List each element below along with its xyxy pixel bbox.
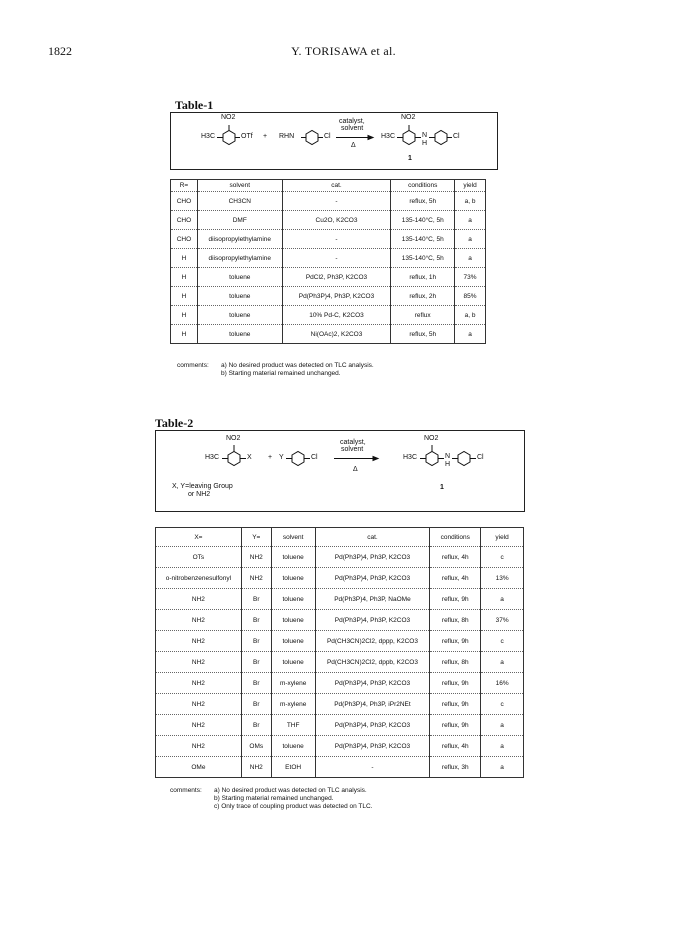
table-cell: - <box>282 192 391 211</box>
t2-arrow-solvent-label: solvent <box>341 446 364 453</box>
table-cell: reflux, 5h <box>391 325 455 344</box>
table-cell: CHO <box>171 192 198 211</box>
t2-prod-chloro-label: Cl <box>477 454 484 461</box>
table-cell: NH2 <box>156 736 242 757</box>
table-cell: H <box>171 287 198 306</box>
t1-r2-amine-label: RHN <box>279 133 295 140</box>
table-cell: Pd(Ph3P)4, Ph3P, K2CO3 <box>315 715 430 736</box>
column-header: cat. <box>282 180 391 192</box>
table1-reaction-structures <box>171 113 497 169</box>
table-cell: c <box>481 631 524 652</box>
table-cell: Pd(CH3CN)2Cl2, dppb, K2CO3 <box>315 652 430 673</box>
table2-scheme <box>155 430 525 512</box>
table-row <box>171 249 486 268</box>
table-cell: reflux, 8h <box>430 652 481 673</box>
t2-prod-n-label: N <box>445 453 451 460</box>
table1-comments <box>177 362 374 378</box>
comment-line: b) Starting material remained unchanged. <box>221 370 341 377</box>
table-cell: reflux, 1h <box>391 268 455 287</box>
t1-prod-nitro-label: NO2 <box>401 114 416 121</box>
table-cell: THF <box>271 715 315 736</box>
table-cell: Cu2O, K2CO3 <box>282 211 391 230</box>
t1-prod-n-label: N <box>422 132 428 139</box>
table-cell: toluene <box>271 568 315 589</box>
table-cell: a <box>455 249 486 268</box>
table-cell: Pd(Ph3P)4, Ph3P, K2CO3 <box>282 287 391 306</box>
column-header: solvent <box>271 528 315 547</box>
table-cell: 135-140°C, 5h <box>391 230 455 249</box>
table2-data <box>155 527 524 778</box>
t2-r2-y-label: Y <box>279 454 284 461</box>
table-cell: 135-140°C, 5h <box>391 211 455 230</box>
table-cell: 73% <box>455 268 486 287</box>
table1-scheme <box>170 112 498 170</box>
comment-line: b) Starting material remained unchanged. <box>214 795 334 802</box>
table-cell: toluene <box>271 589 315 610</box>
t2-r2-chloro-label: Cl <box>311 454 318 461</box>
table-cell: reflux, 9h <box>430 631 481 652</box>
column-header: R= <box>171 180 198 192</box>
table-cell: 16% <box>481 673 524 694</box>
table-row <box>156 610 524 631</box>
table-cell: NH2 <box>241 547 271 568</box>
table-cell: Ni(OAc)2, K2CO3 <box>282 325 391 344</box>
table-cell: toluene <box>197 325 282 344</box>
table-cell: 10% Pd-C, K2CO3 <box>282 306 391 325</box>
table-cell: NH2 <box>156 610 242 631</box>
table-row <box>156 652 524 673</box>
table-cell: reflux, 4h <box>430 736 481 757</box>
table-row <box>156 694 524 715</box>
table-cell: - <box>282 230 391 249</box>
t1-r1-methyl-label: H3C <box>201 133 216 140</box>
table-cell: H <box>171 306 198 325</box>
table-cell: H <box>171 249 198 268</box>
table-row <box>171 192 486 211</box>
table-row <box>156 736 524 757</box>
table1-title: Table-1 <box>175 98 214 112</box>
column-header: conditions <box>391 180 455 192</box>
t2-product-number: 1 <box>440 484 444 491</box>
table-cell: Br <box>241 631 271 652</box>
t2-r1-methyl-label: H3C <box>205 454 220 461</box>
table-cell: reflux, 4h <box>430 568 481 589</box>
column-header: cat. <box>315 528 430 547</box>
table-row <box>171 211 486 230</box>
table-cell: 13% <box>481 568 524 589</box>
table-cell: Pd(Ph3P)4, Ph3P, K2CO3 <box>315 673 430 694</box>
table-cell: DMF <box>197 211 282 230</box>
table-cell: OMe <box>156 757 242 778</box>
table-cell: reflux, 2h <box>391 287 455 306</box>
table-cell: Pd(Ph3P)4, Ph3P, K2CO3 <box>315 610 430 631</box>
table-cell: EtOH <box>271 757 315 778</box>
table-cell: c <box>481 694 524 715</box>
table-cell: Br <box>241 589 271 610</box>
table-row <box>156 547 524 568</box>
table-cell: a <box>481 652 524 673</box>
table-cell: toluene <box>271 631 315 652</box>
t1-r1-nitro-label: NO2 <box>221 114 236 121</box>
table-cell: 85% <box>455 287 486 306</box>
table-row <box>156 589 524 610</box>
table-cell: c <box>481 547 524 568</box>
t2-prod-methyl-label: H3C <box>403 454 418 461</box>
table-row <box>156 715 524 736</box>
t1-arrow-solvent-label: solvent <box>341 125 364 132</box>
table-cell: toluene <box>197 306 282 325</box>
table-row <box>156 568 524 589</box>
table-cell: o-nitrobenzenesulfonyl <box>156 568 242 589</box>
running-head: Y. TORISAWA et al. <box>291 44 396 58</box>
table-cell: CH3CN <box>197 192 282 211</box>
table-cell: - <box>282 249 391 268</box>
table-cell: a <box>481 589 524 610</box>
comments-label: comments: <box>177 362 209 369</box>
table-cell: diisopropylethylamine <box>197 249 282 268</box>
table-cell: reflux, 9h <box>430 589 481 610</box>
column-header: Y= <box>241 528 271 547</box>
table-cell: Pd(Ph3P)4, Ph3P, iPr2NEt <box>315 694 430 715</box>
table-cell: reflux, 8h <box>430 610 481 631</box>
table-cell: toluene <box>271 736 315 757</box>
table-cell: Pd(Ph3P)4, Ph3P, K2CO3 <box>315 736 430 757</box>
table-row <box>171 325 486 344</box>
table-cell: NH2 <box>156 715 242 736</box>
comment-line: a) No desired product was detected on TLC analysis. <box>221 362 374 369</box>
table-cell: NH2 <box>156 652 242 673</box>
table-cell: reflux, 3h <box>430 757 481 778</box>
table-cell: reflux, 9h <box>430 694 481 715</box>
t1-prod-methyl-label: H3C <box>381 133 396 140</box>
t2-prod-nitro-label: NO2 <box>424 435 439 442</box>
table-cell: 135-140°C, 5h <box>391 249 455 268</box>
table-header-row <box>156 528 524 547</box>
table-cell: toluene <box>271 610 315 631</box>
table1-data <box>170 179 486 344</box>
table-cell: H <box>171 268 198 287</box>
table-cell: reflux, 9h <box>430 673 481 694</box>
table-cell: m-xylene <box>271 694 315 715</box>
t1-arrow-heat-label: Δ <box>351 142 356 149</box>
table-cell: Br <box>241 652 271 673</box>
table-cell: CHO <box>171 230 198 249</box>
t1-prod-chloro-label: Cl <box>453 133 460 140</box>
table-cell: a <box>455 211 486 230</box>
t1-r2-chloro-label: Cl <box>324 133 331 140</box>
t2-arrow-heat-label: Δ <box>353 466 358 473</box>
table-cell: a <box>481 736 524 757</box>
t2-leaving-group-note-2: or NH2 <box>188 491 211 498</box>
table-cell: Br <box>241 673 271 694</box>
table-cell: NH2 <box>156 673 242 694</box>
column-header: conditions <box>430 528 481 547</box>
column-header: yield <box>481 528 524 547</box>
comments-label: comments: <box>170 787 202 794</box>
table-cell: a <box>481 715 524 736</box>
table-row <box>171 230 486 249</box>
table-cell: Pd(CH3CN)2Cl2, dppp, K2CO3 <box>315 631 430 652</box>
table-cell: H <box>171 325 198 344</box>
t2-arrow-catalyst-label: catalyst, <box>340 439 366 446</box>
table-cell: - <box>315 757 430 778</box>
table-cell: a <box>455 325 486 344</box>
table-cell: NH2 <box>156 589 242 610</box>
table-row <box>156 631 524 652</box>
t2-plus-sign: + <box>268 454 273 461</box>
table-cell: Pd(Ph3P)4, Ph3P, K2CO3 <box>315 568 430 589</box>
table-cell: diisopropylethylamine <box>197 230 282 249</box>
table-row <box>171 306 486 325</box>
table2-comments <box>170 787 373 811</box>
table-cell: 37% <box>481 610 524 631</box>
comment-line: c) Only trace of coupling product was detected on TLC. <box>214 803 373 810</box>
table-cell: toluene <box>271 652 315 673</box>
table-row <box>171 268 486 287</box>
table-cell: CHO <box>171 211 198 230</box>
t1-prod-h-label: H <box>422 140 428 147</box>
table-cell: reflux <box>391 306 455 325</box>
t1-arrow-catalyst-label: catalyst, <box>339 118 365 125</box>
table-cell: NH2 <box>156 694 242 715</box>
t2-prod-h-label: H <box>445 461 451 468</box>
column-header: solvent <box>197 180 282 192</box>
table-cell: toluene <box>271 547 315 568</box>
table-cell: reflux, 4h <box>430 547 481 568</box>
page-number: 1822 <box>48 44 72 58</box>
t1-plus-sign: + <box>263 133 268 140</box>
table-cell: NH2 <box>241 757 271 778</box>
table-cell: NH2 <box>241 568 271 589</box>
table-cell: a, b <box>455 192 486 211</box>
column-header: yield <box>455 180 486 192</box>
table-row <box>171 287 486 306</box>
table-header-row <box>171 180 486 192</box>
table-row <box>156 673 524 694</box>
table-cell: Br <box>241 694 271 715</box>
t1-product-number: 1 <box>408 155 412 162</box>
table-cell: m-xylene <box>271 673 315 694</box>
table-cell: OMs <box>241 736 271 757</box>
table-cell: PdCl2, Ph3P, K2CO3 <box>282 268 391 287</box>
table-row <box>156 757 524 778</box>
table-cell: reflux, 9h <box>430 715 481 736</box>
table2-title: Table-2 <box>155 416 194 430</box>
t2-r1-nitro-label: NO2 <box>226 435 241 442</box>
table-cell: a <box>481 757 524 778</box>
table-cell: toluene <box>197 268 282 287</box>
t2-r1-x-label: X <box>247 454 252 461</box>
table-cell: Br <box>241 715 271 736</box>
table-cell: Pd(Ph3P)4, Ph3P, NaOMe <box>315 589 430 610</box>
column-header: X= <box>156 528 242 547</box>
table-cell: Pd(Ph3P)4, Ph3P, K2CO3 <box>315 547 430 568</box>
table-cell: a <box>455 230 486 249</box>
t2-leaving-group-note: X, Y=leaving Group <box>172 483 233 490</box>
table-cell: OTs <box>156 547 242 568</box>
table-cell: a, b <box>455 306 486 325</box>
t1-r1-triflate-label: OTf <box>241 133 253 140</box>
table-cell: toluene <box>197 287 282 306</box>
table-cell: Br <box>241 610 271 631</box>
table-cell: reflux, 5h <box>391 192 455 211</box>
comment-line: a) No desired product was detected on TLC analysis. <box>214 787 367 794</box>
table-cell: NH2 <box>156 631 242 652</box>
